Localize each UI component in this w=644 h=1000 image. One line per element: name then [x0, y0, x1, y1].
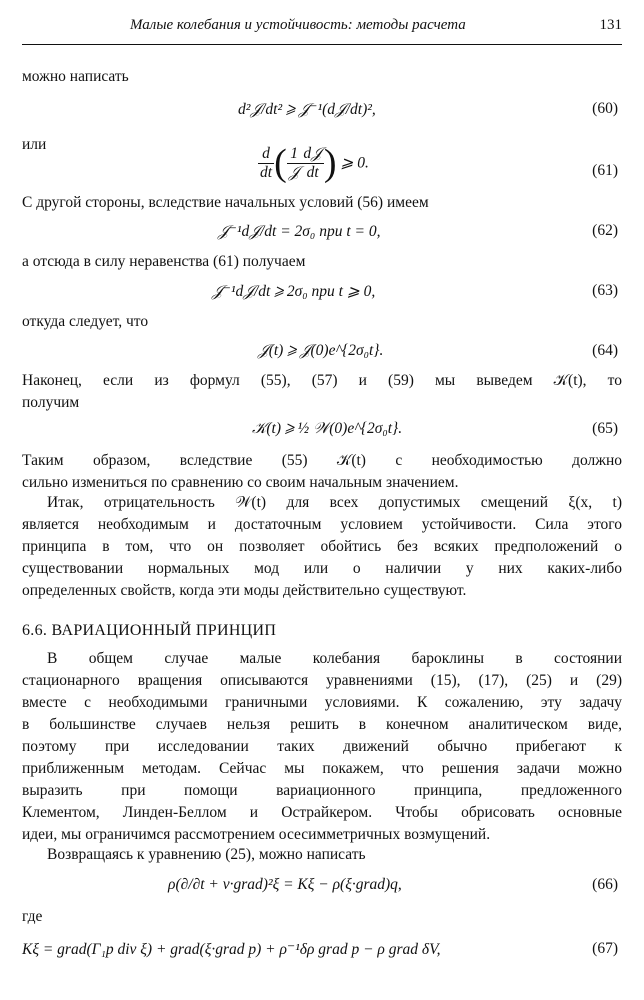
equation-number-62: (62) [592, 222, 618, 239]
section-heading: 6.6. ВАРИАЦИОННЫЙ ПРИНЦИП [22, 622, 277, 639]
equation-65: 𝒦(t) ⩾ ½ 𝒲(0)e^{2σ₀t}. [252, 420, 403, 437]
fraction-one-over-j: $\frac{1}{\text{𝒥}}$ [288, 144, 300, 181]
text-line: откуда следует, что [22, 313, 149, 330]
equation-number-61: (61) [592, 162, 618, 179]
paragraph: Итак, отрицательность 𝒲(t) для всех допустимых смещений ξ(x, t) является необходимым и достаточным условием устойчивости. Сила этого принципа в том, что он позволяет обойтись без всяких предположений о существовании нормальных мод или о наличии у них каких-либо определенных свойств, когда эти моды действительно существуют. [22, 494, 622, 599]
text-line: можно написать [22, 68, 129, 85]
fraction-dj-dt: $\frac{\text{d𝒥}}{dt}$ [303, 144, 322, 181]
header-rule [22, 44, 622, 45]
equation-66: ρ(∂/∂t + v·grad)²ξ = Kξ − ρ(ξ·grad)q, [168, 876, 402, 893]
page-number: 131 [599, 17, 622, 33]
equation-62: 𝒥⁻¹d𝒥/dt = 2σ₀ при t = 0, [218, 223, 381, 240]
equation-64: 𝒥(t) ⩾ 𝒥(0)e^{2σ₀t}. [258, 342, 384, 359]
equation-61: $\frac{d}{dt}$ ( $\frac{1}{\text{𝒥}}$ $\frac{\text{d𝒥}}{dt}$ ) ⩾ 0. [260, 142, 369, 184]
equation-60: d²𝒥/dt² ⩾ 𝒥⁻¹(d𝒥/dt)², [238, 101, 376, 118]
paragraph: Наконец, если из формул (55), (57) и (59) мы выведем 𝒦(t), то получим [22, 372, 622, 411]
text-line: где [22, 908, 43, 925]
paragraph: Таким образом, вследствие (55) 𝒦(t) с необходимостью должно сильно измениться по сравнению со своим начальным значением. [22, 452, 622, 491]
text-line: С другой стороны, вследствие начальных условий (56) имеем [22, 194, 429, 211]
fraction-d-dt: $\frac{d}{dt}$ [260, 144, 273, 181]
text-line: или [22, 136, 47, 153]
equation-number-60: (60) [592, 100, 618, 117]
running-header-title: Малые колебания и устойчивость: методы расчета [130, 17, 466, 33]
paragraph: В общем случае малые колебания бароклины в состоянии стационарного вращения описываются уравнениями (15), (17), (25) и (29) вместе с необходимыми граничными условиями. К сожалению, эту задачу в большинстве случаев нельзя решить в конечном аналитическом виде, поэтому при исследовании таких движений обычно прибегают к приближенным методам. Сейчас мы покажем, что решения задачи можно выразить при помощи вариационного принципа, предложенного Клементом, Линден-Беллом и Острайкером. Чтобы обрисовать основные идеи, мы ограничимся рассмотрением осесимметричных возмущений. [22, 650, 622, 843]
equation-number-67: (67) [592, 940, 618, 957]
equation-number-66: (66) [592, 876, 618, 893]
text-line: Возвращаясь к уравнению (25), можно написать [47, 846, 366, 863]
equation-67: Kξ = grad(Γ₁p div ξ) + grad(ξ·grad p) + ρ⁻¹δρ grad p − ρ grad δV, [22, 941, 441, 958]
equation-number-64: (64) [592, 342, 618, 359]
equation-63: 𝒥⁻¹d𝒥/dt ⩾ 2σ₀ при t ⩾ 0, [212, 283, 376, 300]
text-line: а отсюда в силу неравенства (61) получаем [22, 253, 306, 270]
equation-number-63: (63) [592, 282, 618, 299]
equation-number-65: (65) [592, 420, 618, 437]
